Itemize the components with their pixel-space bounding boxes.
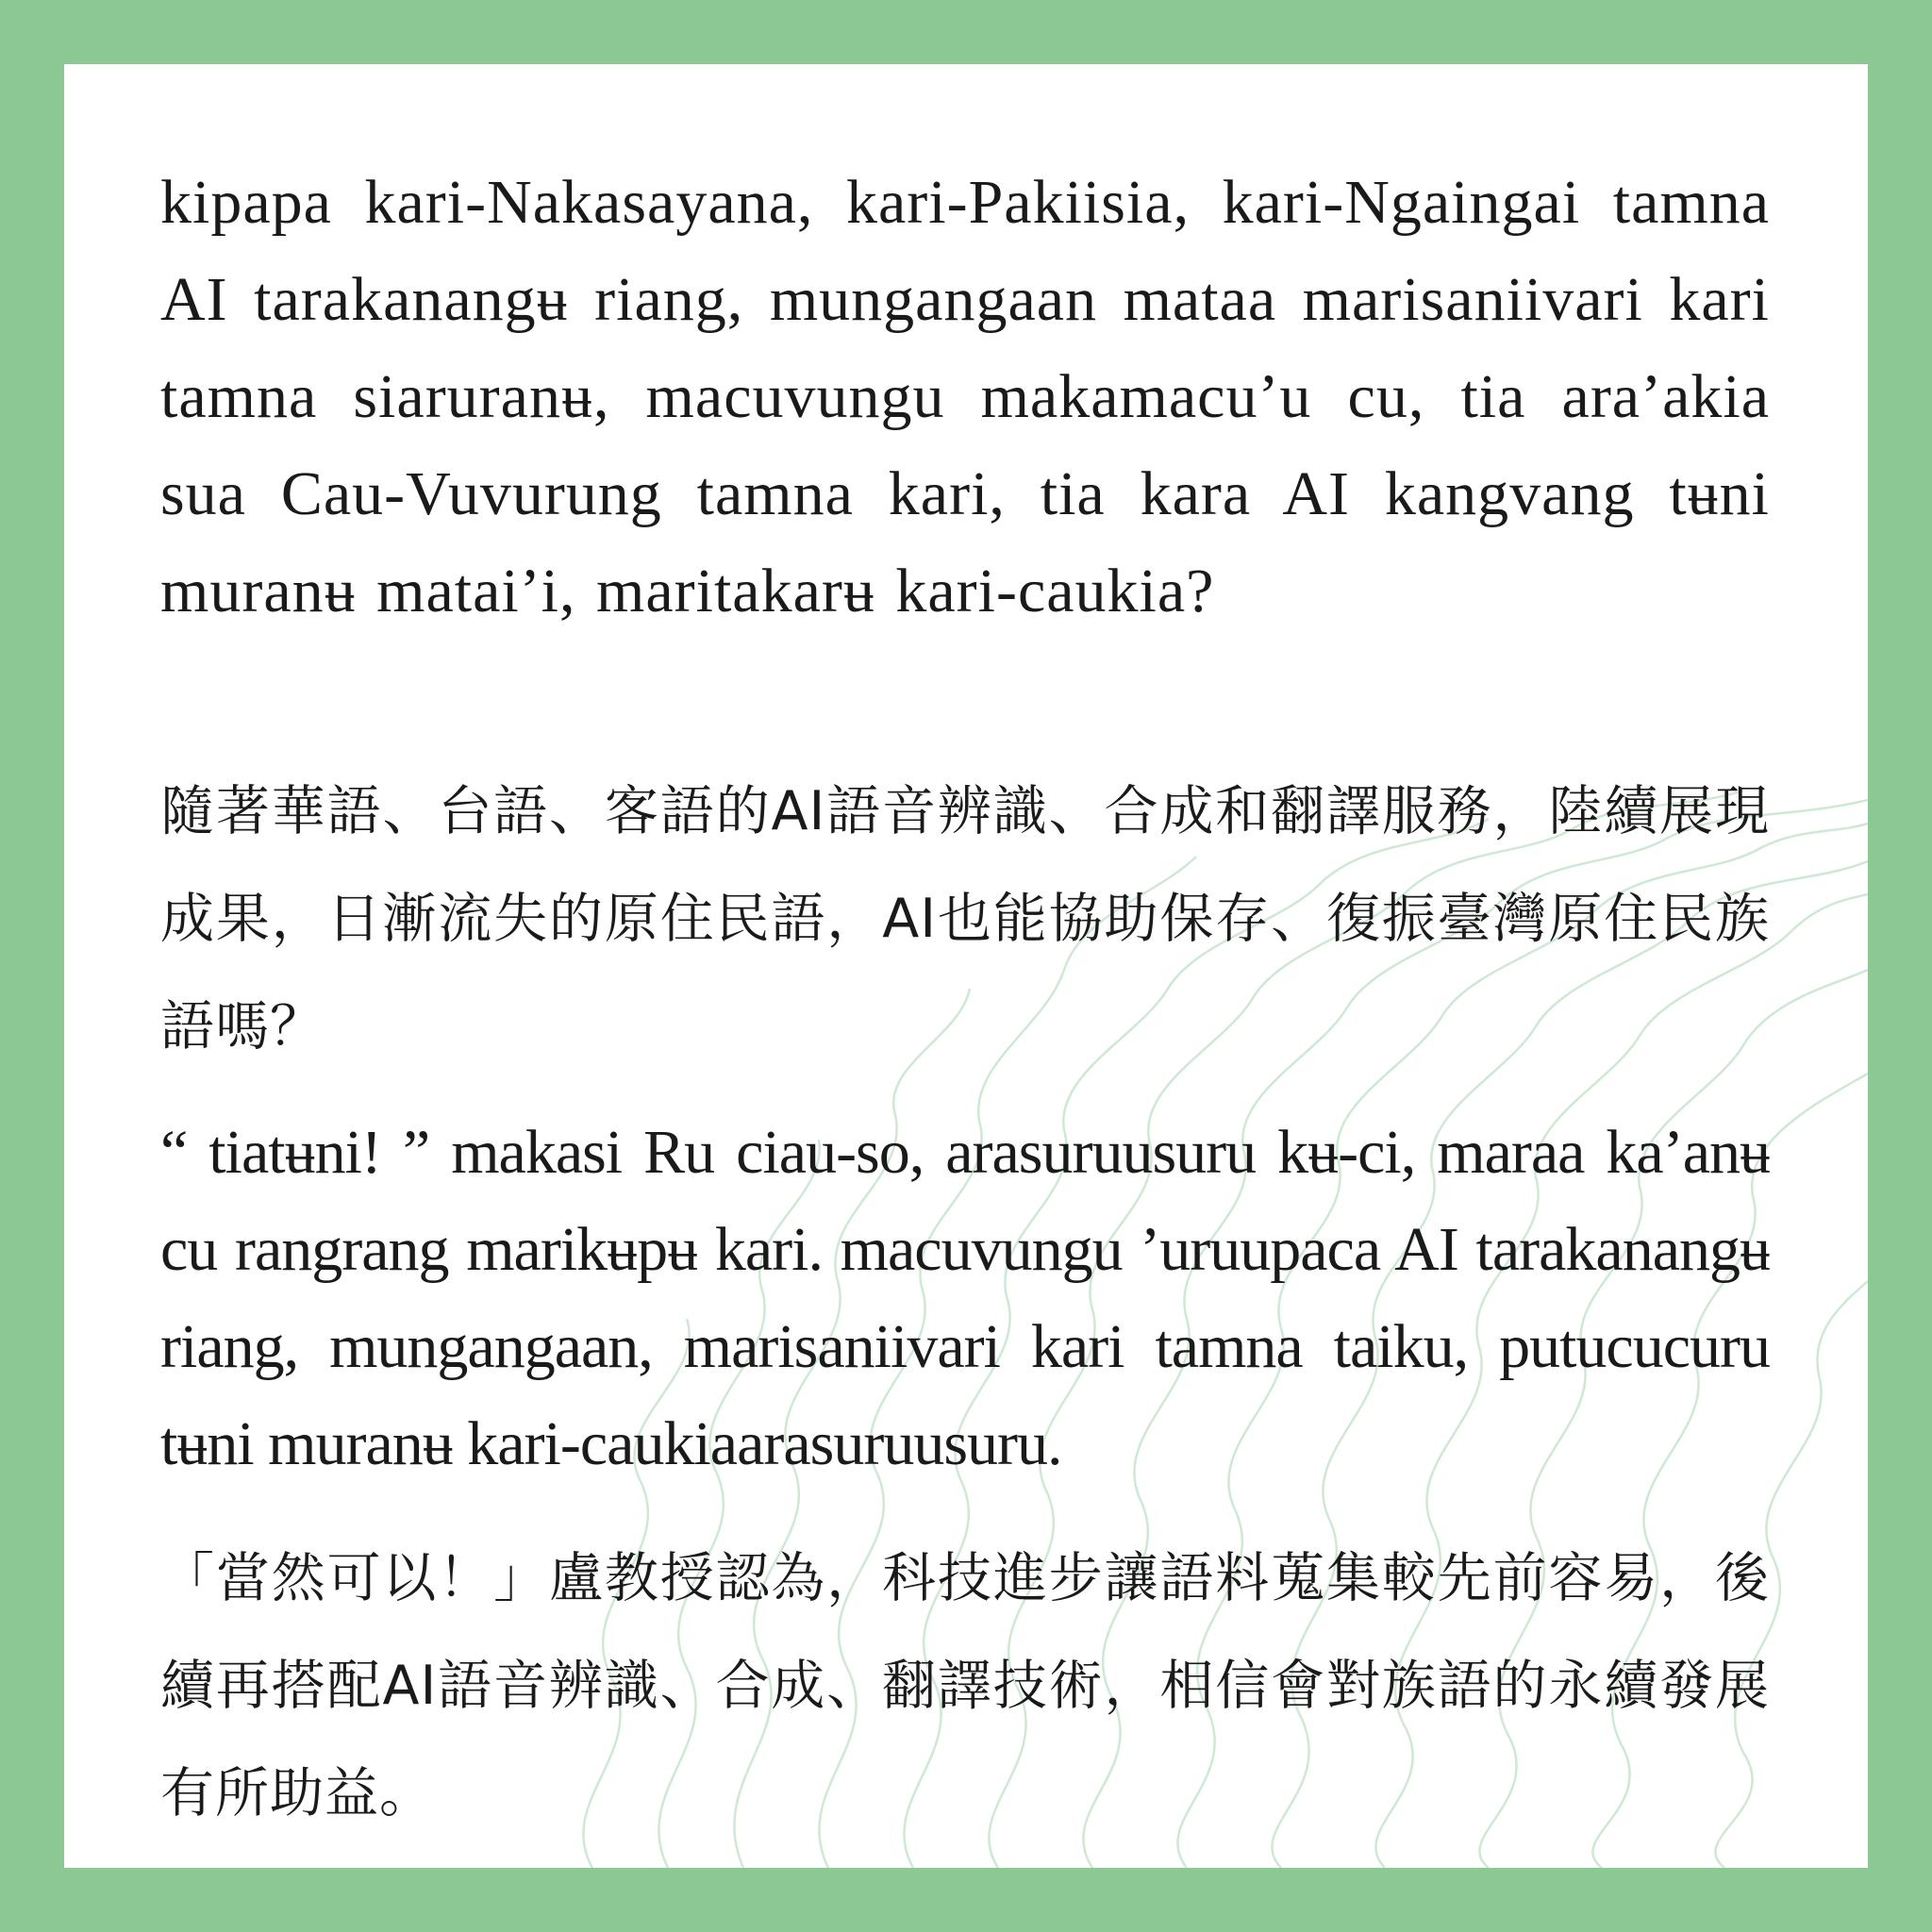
paragraph-chinese-1: 隨著華語、台語、客語的AI語音辨識、合成和翻譯服務，陸續展現成果，日漸流失的原住民語，AI也能協助保存、復振臺灣原住民族語嗎？ [160, 780, 1770, 1058]
content-panel [64, 64, 1868, 1868]
paragraph-tsou-2: “ tiatʉni! ” makasi Ru ciau-so, arasuruusuru kʉ-ci, maraa ka’anʉ cu rangrang marikʉpʉ kari. macuvungu ’uruupaca AI tarakanangʉ riang, mungangaan, marisaniivari kari tamna taiku, putucucuru tʉni muranʉ kari-caukiaarasuruusuru. [160, 1118, 1770, 1478]
paragraph-chinese-2: 「當然可以！」盧教授認為，科技進步讓語料蒐集較先前容易，後續再搭配AI語音辨識、合成、翻譯技術，相信會對族語的永續發展有所助益。 [160, 1547, 1770, 1824]
paragraph-tsou-1: kipapa kari-Nakasayana, kari-Pakiisia, kari-Ngaingai tamna AI tarakanangʉ riang, mungangaan mataa marisaniivari kari tamna siaruranʉ, macuvungu makamacu’u cu, tia ara’akia sua Cau-Vuvurung tamna kari, tia kara AI kangvang tʉni muranʉ matai’i, maritakarʉ kari-caukia? [160, 168, 1770, 625]
